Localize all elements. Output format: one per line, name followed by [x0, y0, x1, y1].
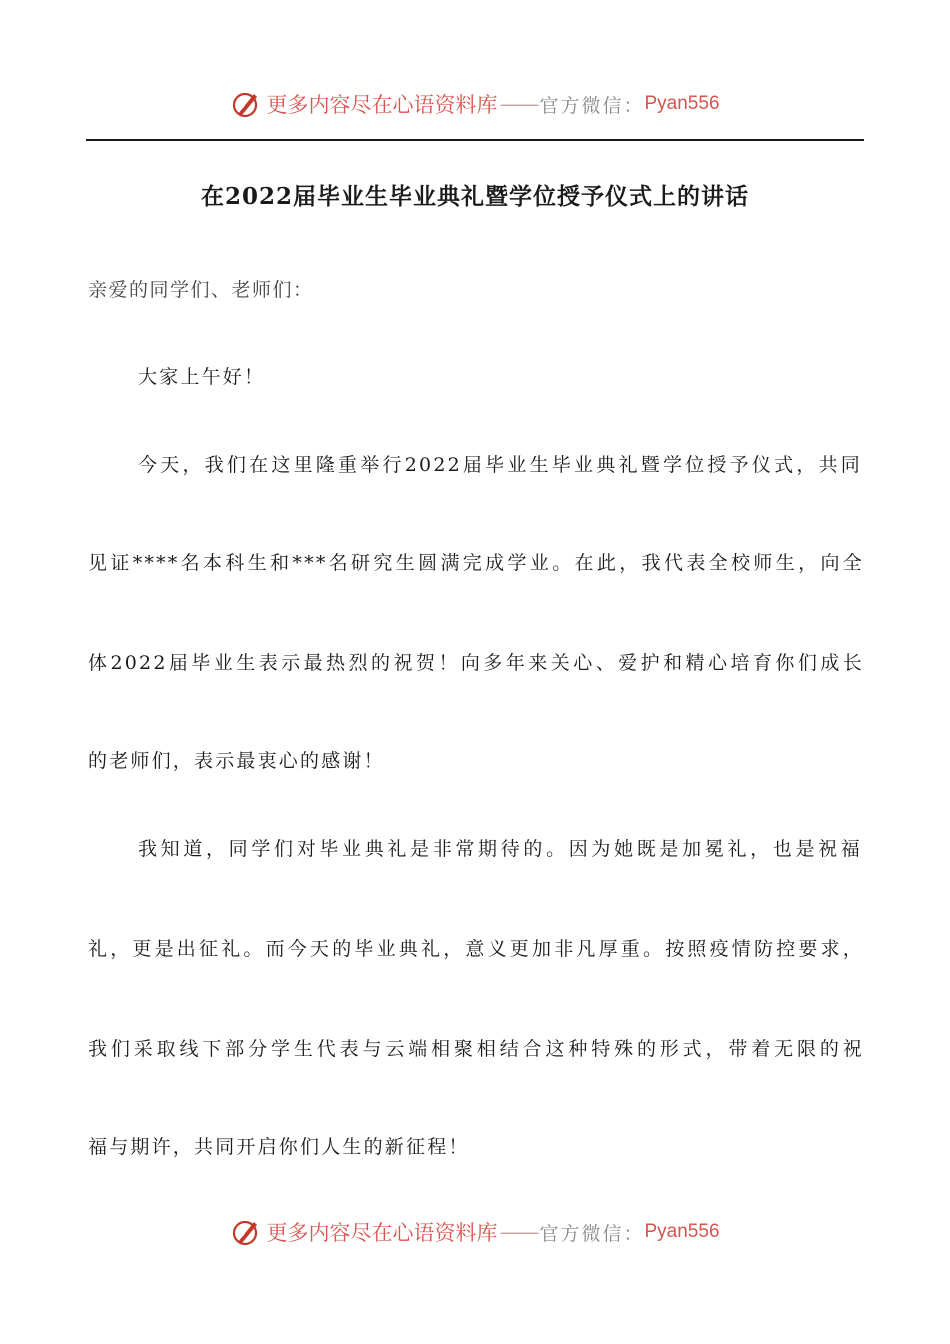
- quill-logo-icon: [230, 88, 262, 120]
- footer-banner: [0, 1212, 950, 1252]
- banner-wechat-id: Pyan556: [644, 1221, 720, 1242]
- banner-dash: ——: [499, 92, 538, 116]
- salutation: 亲爱的同学们、老师们：: [88, 279, 314, 301]
- paragraph-2-line-1: 我知道，同学们对毕业典礼是非常期待的。因为她既是加冕礼，也是祝福: [138, 838, 862, 860]
- paragraph-2-line-2: 礼，更是出征礼。而今天的毕业典礼，意义更加非凡厚重。按照疫情防控要求，: [88, 938, 864, 960]
- paragraph-1-line-4: 的老师们，表示最衷心的感谢！: [88, 750, 385, 772]
- banner-site-name: 更多内容尽在心语资料库: [266, 93, 498, 117]
- header-banner: [0, 84, 950, 124]
- banner-wechat-label: 官方微信：: [539, 94, 645, 117]
- paragraph-2-line-4: 福与期许，共同开启你们人生的新征程！: [88, 1136, 470, 1158]
- greeting: 大家上午好！: [138, 366, 266, 388]
- paragraph-2-line-3: 我们采取线下部分学生代表与云端相聚相结合这种特殊的形式，带着无限的祝: [88, 1038, 864, 1060]
- paragraph-1-line-2: 见证****名本科生和***名研究生圆满完成学业。在此，我代表全校师生，向全: [88, 552, 864, 574]
- header-divider: [86, 139, 864, 141]
- banner-wechat-id: Pyan556: [644, 93, 720, 114]
- banner-wechat-label: 官方微信：: [539, 1222, 645, 1245]
- quill-logo-icon: [230, 1216, 262, 1248]
- banner-site-name: 更多内容尽在心语资料库: [266, 1221, 498, 1245]
- document-title: 在2022届毕业生毕业典礼暨学位授予仪式上的讲话: [200, 183, 749, 210]
- banner-dash: ——: [499, 1220, 538, 1244]
- paragraph-1-line-3: 体2022届毕业生表示最热烈的祝贺！向多年来关心、爱护和精心培育你们成长: [88, 652, 864, 674]
- paragraph-1-line-1: 今天，我们在这里隆重举行2022届毕业生毕业典礼暨学位授予仪式，共同: [138, 454, 862, 476]
